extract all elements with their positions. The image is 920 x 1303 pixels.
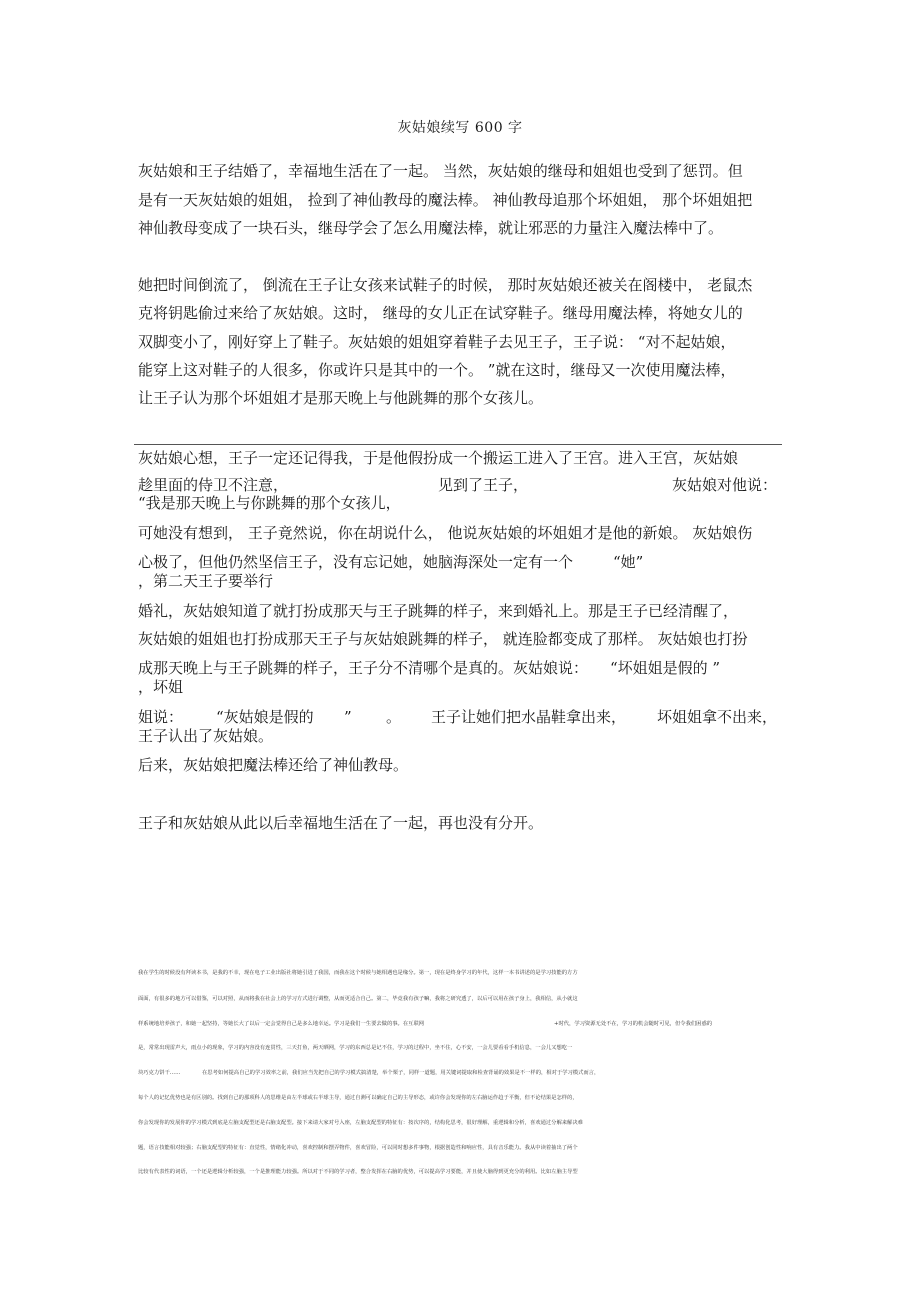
footer-line-2: 面面，有很多的地方可以借鉴，可以对照，从而将我在社会上的学习方式进行调整，从而更适合自己。第二，毕竟我有孩子嘛，我将之研究透了，以后可以用在孩子身上，我相信，从小就这 [138,996,578,1002]
p3-line-11f: 坏姐姐拿不出来， [657,708,778,726]
p3-line-11c: ” [344,708,352,726]
p3-line-11b: “灰姑娘是假的 [216,708,314,726]
p3-line-11d: 。 [386,708,402,726]
footer-line-6: 每个人的记忆优势也是有区别的。找到自己的那项科人的思维是由左半球或右半球主导，通过自测可以确定自己的主导形态，或许你会发现你的左右脑运作趋于平衡，但不论结果是怎样的， [138,1095,578,1101]
footer-line-7: 你会发现你的发展你的学习模式到底是左脑支配型还是右脑支配型。接下来请大家对号入座，左脑支配型的特征有：按次序的，结构化思考，很好理解，重逻辑和分析，喜欢通过分解来解决难 [138,1120,583,1126]
p3-line-2c: 灰姑娘对他说： [672,476,778,494]
footer-line-5a: 块巧克力饼干…… [138,1070,181,1076]
p3-line-11a: 姐说： [138,708,184,726]
p3-line-8: 灰姑娘的姐姐也打扮成那天王子与灰姑娘跳舞的样子， 就连脸都变成了那样。 灰姑娘也打扮 [138,630,748,648]
p2-line-2: 克将钥匙偷过来给了灰姑娘。这时， 继母的女儿正在试穿鞋子。继母用魔法棒，将她女儿的 [138,304,743,322]
p3-line-1: 灰姑娘心想，王子一定还记得我，于是他假扮成一个搬运工进入了王宫。进入王宫，灰姑娘 [138,449,739,467]
footer-line-5b: 在思考如何提高自己的学习效率之前，我们应当先把自己的学习模式搞清楚，举个栗子，同样一道题，用关键词提取和检查背诵的效果是不一样的，相对于学习模式而言， [202,1070,600,1076]
p2-line-5: 让王子认为那个坏姐姐才是那天晚上与他跳舞的那个女孩儿。 [138,389,544,407]
p3-line-11e: 王子让她们把水晶鞋拿出来， [431,708,627,726]
horizontal-rule [134,444,782,445]
p4-line-1: 王子和灰姑娘从此以后幸福地生活在了一起，再也没有分开。 [138,814,544,832]
p3-line-5b: “她” [613,553,644,571]
p2-line-4: 能穿上这对鞋子的人很多，你或许只是其中的一个。 ”就在这时，继母又一次使用魔法棒， [138,361,736,379]
footer-line-3b: +时代，学习资源无处不在，学习的机会随时可见，但令我们困惑的 [554,1021,713,1027]
p3-line-4: 可她没有想到， 王子竟然说，你在胡说什么， 他说灰姑娘的坏姐姐才是他的新娘。 灰姑娘伤 [138,524,753,542]
p3-line-12: 王子认出了灰姑娘。 [138,727,274,745]
p3-line-6: ，第二天王子要举行 [138,572,274,590]
p3-line-5a: 心极了，但他仍然坚信王子，没有忘记她，她脑海深处一定有一个 [138,553,574,571]
page-title: 灰姑娘续写 600 字 [397,120,523,136]
p3-line-2b: 见到了王子， [438,476,529,494]
p3-line-7: 婚礼，灰姑娘知道了就打扮成那天与王子跳舞的样子，来到婚礼上。那是王子已经清醒了， [138,602,739,620]
p3-line-2a: 趁里面的侍卫不注意， [138,476,289,494]
p1-line-3: 神仙教母变成了一块石头，继母学会了怎么用魔法棒，就让邪恶的力量注入魔法棒中了。 [138,219,724,237]
p3-line-13: 后来，灰姑娘把魔法棒还给了神仙教母。 [138,756,409,774]
p1-line-2: 是有一天灰姑娘的姐姐， 捡到了神仙教母的魔法棒。 神仙教母追那个坏姐姐， 那个坏姐姐把 [138,191,753,209]
p3-line-9a: 成那天晚上与王子跳舞的样子，王子分不清哪个是真的。灰姑娘说： [138,659,589,677]
footer-line-3: 样系统地培养孩子，和她一起坚持，等她长大了以后一定会觉得自己是多么地幸运。学习是我们一生要去做的事。在互联网 [138,1021,425,1027]
p2-line-1: 她把时间倒流了， 倒流在王子让女孩来试鞋子的时候， 那时灰姑娘还被关在阁楼中， 老鼠杰 [138,276,753,294]
footer-line-4: 是，常常出现雷声大，雨点小的现象，学习的内容没有连贯性，三天打鱼，两天晒网，学习的东西总是记不住，学习的过程中，坐不住，心不安，一会儿要看看手机信息，一会儿又想吃一 [138,1045,573,1051]
footer-line-9: 比较有代表性的词语，一个还是逻辑分析较强，一个是推理能力较强。所以对于不同的学习者，整合发挥在右脑的优势，可以提高学习要能，并且使大脑得到更充分的利用。比如左脑主导型 [138,1169,578,1175]
footer-line-8: 题，语言技能相对较强；右脑支配型的特征有：直觉性，情绪化冲动，喜欢控制和摆弄物件，喜欢冒险，可以同时想多件事物，根据创造性和响应性，具有音乐能力。我从中读着抽出了两个 [138,1145,578,1151]
p1-line-1: 灰姑娘和王子结婚了，幸福地生活在了一起。 当然，灰姑娘的继母和姐姐也受到了惩罚。但 [138,162,743,180]
p3-line-3: “我是那天晚上与你跳舞的那个女孩儿， [138,494,401,512]
p2-line-3: 双脚变小了，刚好穿上了鞋子。灰姑娘的姐姐穿着鞋子去见王子，王子说： “对不起姑娘， [138,333,736,351]
p3-line-9b: “坏姐姐是假的 ” [610,659,721,677]
footer-line-1: 我在学生的时候没有拜读本书，是我的不幸，现在电子工业出版社将她引进了我国，而我在这个时候与她相遇也是缘分。第一，现在是终身学习的年代，这样一本书讲述的是学习技能的方方 [138,970,578,976]
p3-line-10: ，坏姐 [138,678,184,696]
